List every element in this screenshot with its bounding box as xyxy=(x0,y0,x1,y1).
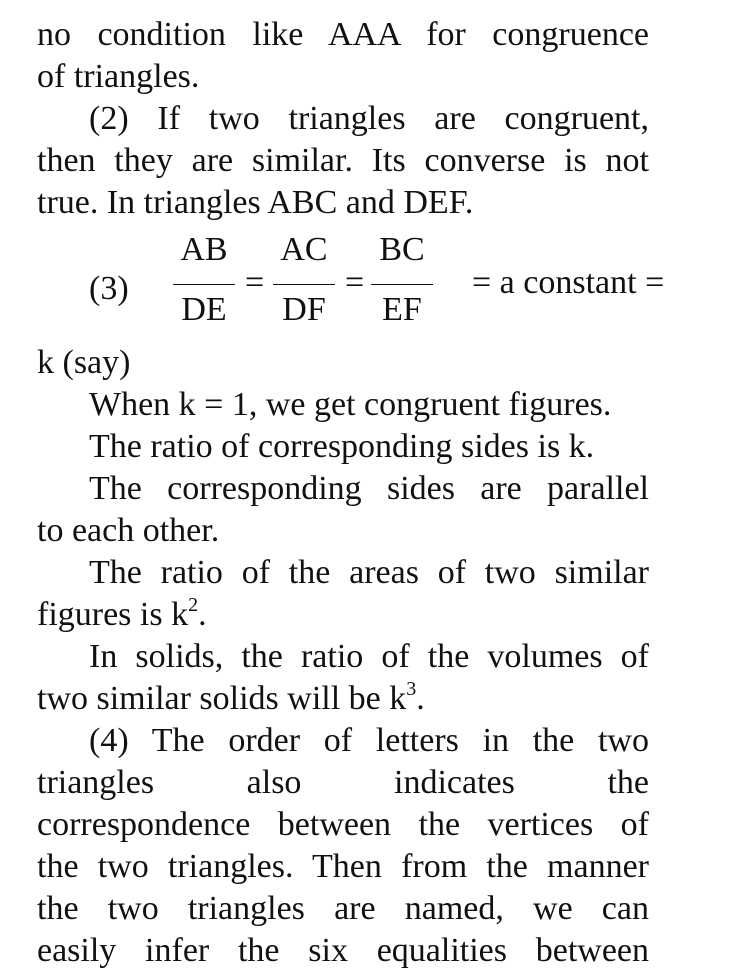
ratio-equation xyxy=(37,224,665,350)
text-fragment: . xyxy=(416,680,425,717)
equals-sign: = xyxy=(245,264,265,301)
paragraph-2-start: (2) If two triangles are congruent, xyxy=(89,100,649,137)
text-line: no condition like AAA for congruence xyxy=(37,16,649,53)
text-line: easily infer the six equalities between xyxy=(37,932,649,969)
fraction-bar xyxy=(173,284,235,285)
text-line: The ratio of the areas of two similar xyxy=(89,554,649,591)
equation-tail: = a constant = xyxy=(472,264,665,301)
text-line: true. In triangles ABC and DEF. xyxy=(37,184,474,221)
text-line xyxy=(37,594,649,636)
fraction-bar xyxy=(273,284,335,285)
fraction-bar xyxy=(371,284,433,285)
text-line: triangles also indicates the xyxy=(37,764,649,801)
text-fragment: . xyxy=(198,596,207,633)
text-line: The corresponding sides are parallel xyxy=(89,470,649,507)
fraction-numerator: AB xyxy=(180,231,228,268)
superscript: 3 xyxy=(406,678,417,700)
text-line: of triangles. xyxy=(37,58,200,95)
superscript: 2 xyxy=(188,594,199,616)
equation-number: (3) xyxy=(89,270,129,307)
text-line: In solids, the ratio of the volumes of xyxy=(89,638,649,675)
text-line: The ratio of corresponding sides is k. xyxy=(89,428,595,465)
text-line: When k = 1, we get congruent figures. xyxy=(89,386,612,423)
text-line: correspondence between the vertices of xyxy=(37,806,649,843)
text-fragment: figures is k xyxy=(37,596,189,633)
document-page xyxy=(37,14,665,972)
text-line: then they are similar. Its converse is not xyxy=(37,142,649,179)
fraction-numerator: BC xyxy=(379,231,425,268)
fraction-numerator: AC xyxy=(280,231,328,268)
fraction-denominator: DF xyxy=(282,291,326,328)
equals-sign: = xyxy=(345,264,365,301)
fraction-denominator: DE xyxy=(181,291,227,328)
fraction-denominator: EF xyxy=(382,291,422,328)
text-line: the two triangles. Then from the manner xyxy=(37,848,649,885)
paragraph-4-start: (4) The order of letters in the two xyxy=(89,722,649,759)
text-line: to each other. xyxy=(37,512,220,549)
text-line: k (say) xyxy=(37,344,131,381)
text-line xyxy=(37,678,649,720)
text-fragment: two similar solids will be k xyxy=(37,680,407,717)
text-line: the two triangles are named, we can xyxy=(37,890,649,927)
